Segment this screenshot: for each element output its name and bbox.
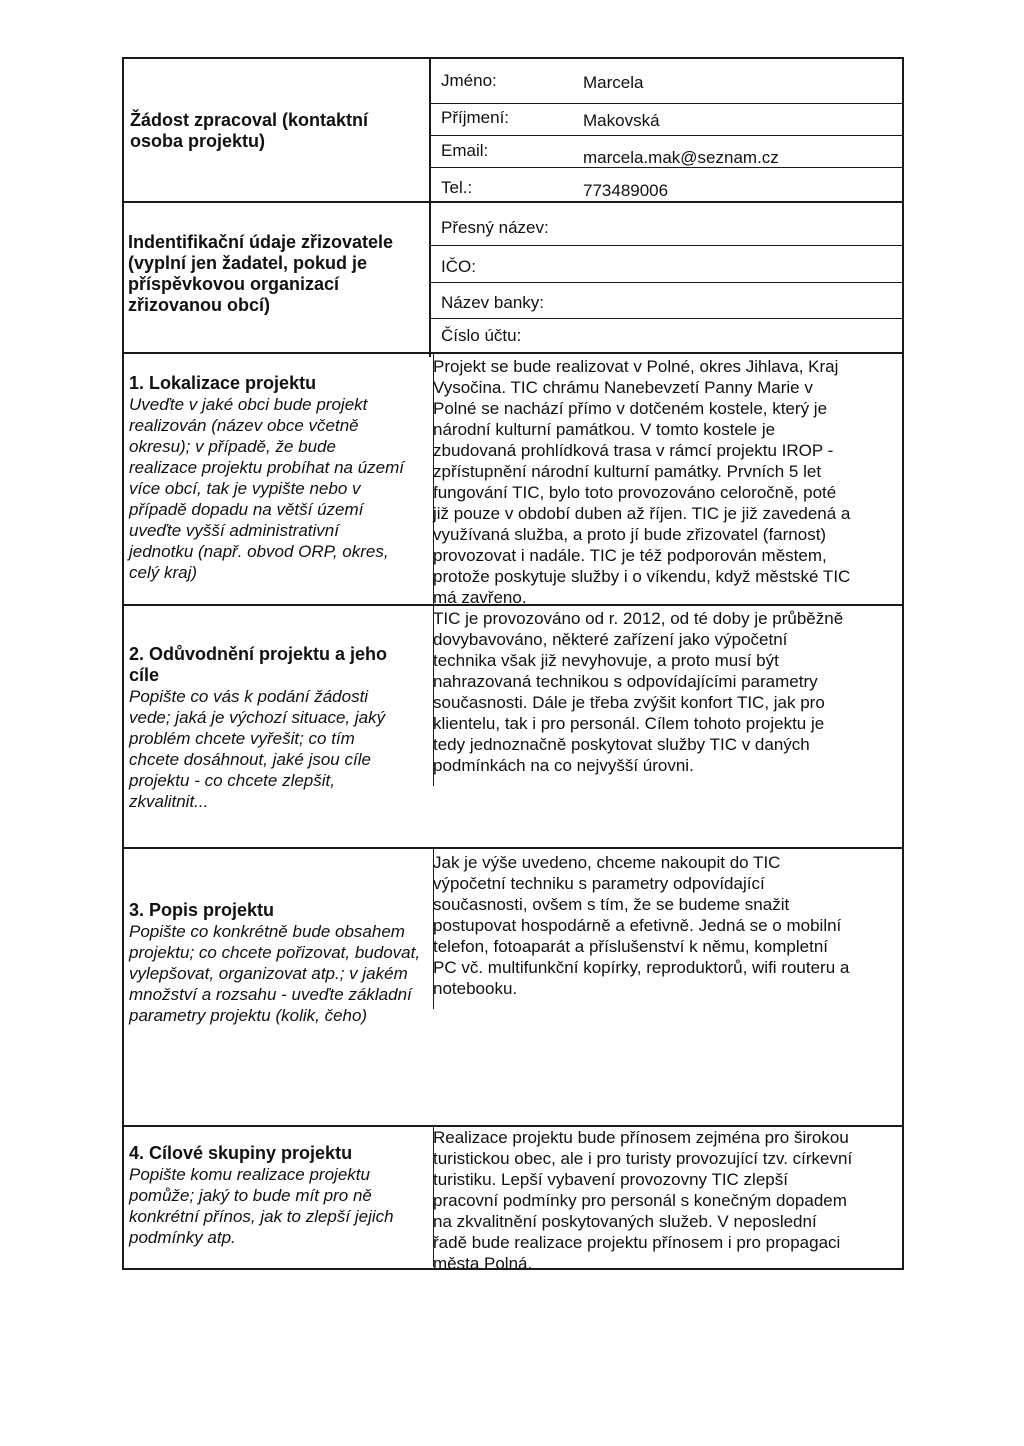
founder-row-line	[431, 282, 903, 283]
contact-heading: Žádost zpracoval (kontaktní osoba projektu)	[130, 110, 369, 151]
section-description: Popište co vás k podání žádosti vede; jaká je výchozí situace, jaký problém chcete vyřešit; co tím chcete dosáhnout, jaké jsou cíle projektu - co chcete zlepšit, zkvalitnit...	[129, 687, 386, 811]
section-answer: Realizace projektu bude přínosem zejména pro širokou turistickou obec, ale i pro turisty provozující tzv. církevní turistiku. Lepší vybavení provozovny TIC zlepší pracovní podmínky pro personál s konečným dopadem na zkvalitnění poskytovaných služeb. V neposlední řadě bude realizace projektu přínosem i pro propagaci města Polná.	[433, 1128, 853, 1273]
email-label: Email:	[441, 141, 489, 160]
section-title: 2. Odůvodnění projektu a jeho cíle	[129, 644, 388, 685]
section-answer: Projekt se bude realizovat v Polné, okres Jihlava, Kraj Vysočina. TIC chrámu Nanebevzetí Panny Marie v Polné se nachází přímo v dotčeném kostele, který je národní kulturní památkou. V tomto kostele je zbudovaná prohlídková trasa v rámcí projektu IROP - zpřístupnění národní kulturní památky. Prvních 5 let fungování TIC, bylo toto provozováno celoročně, poté již pouze v období duben až říjen. TIC je již zavedená a využívaná služba, a proto jí bude zřizovatel (farnost) provozovat i nadále. TIC je též podporován městem, protože poskytuje služby i o víkendu, když městské TIC má zavřeno.	[433, 357, 851, 607]
section-separator	[122, 201, 904, 203]
last-name-value: Makovská	[583, 111, 660, 130]
section-description: Uveďte v jaké obci bude projekt realizován (název obce včetně okresu); v případě, že bude realizace projektu probíhat na území více obcí, tak je vypište nebo v případě dopadu na větší území uveďte vyšší administrativní jednotku (např. obvod ORP, okres, celý kraj)	[129, 395, 404, 582]
first-name-value: Marcela	[583, 73, 644, 92]
section-answer: TIC je provozováno od r. 2012, od té doby je průběžně dovybavováno, některé zařízení jako výpočetní technika však již nevyhovuje, a proto musí být nahrazovaná technikou s odpovídajícími parametry současnosti. Dále je třeba zvýšit konfort TIC, jak pro klientelu, tak i pro personál. Cílem tohoto projektu je tedy jednoznačně poskytovat služby TIC v daných podmínkách na co nejvyšší úrovni.	[433, 609, 844, 775]
bank-name-label: Název banky:	[441, 293, 544, 312]
section-separator	[122, 352, 904, 354]
table-left-border	[122, 57, 124, 1270]
column-divider	[429, 57, 431, 357]
section-justification	[129, 644, 429, 812]
section-target-groups	[129, 1143, 429, 1248]
contact-row-line	[431, 103, 903, 104]
email-value: marcela.mak@seznam.cz	[583, 148, 779, 167]
contact-row-line	[431, 135, 903, 136]
founder-row-line	[431, 318, 903, 319]
section-title: 1. Lokalizace projektu	[129, 373, 317, 393]
account-number-label: Číslo účtu:	[441, 326, 522, 345]
section-title: 4. Cílové skupiny projektu	[129, 1143, 353, 1163]
section-description-block	[129, 900, 429, 1026]
ico-label: IČO:	[441, 257, 476, 276]
section-localization	[129, 373, 429, 583]
section-title: 3. Popis projektu	[129, 900, 275, 920]
exact-name-label: Přesný název:	[441, 218, 549, 237]
section-answer: Jak je výše uvedeno, chceme nakoupit do TIC výpočetní techniku s parametry odpovídající současnosti, ovšem s tím, že se budeme snažit postupovat hospodárně a efetivně. Jedná se o mobilní telefon, fotoaparát a příslušenství k němu, kompletní PC vč. multifunkční kopírky, reproduktorů, wifi routeru a notebooku.	[433, 853, 850, 998]
section-description: Popište komu realizace projektu pomůže; jaký to bude mít pro ně konkrétní přínos, jak to zlepší jejich podmínky atp.	[129, 1165, 394, 1247]
phone-label: Tel.:	[441, 178, 473, 197]
founder-row-line	[431, 245, 903, 246]
section-description: Popište co konkrétně bude obsahem projektu; co chcete pořizovat, budovat, vylepšovat, organizovat atp.; v jakém množství a rozsahu - uveďte základní parametry projektu (kolik, čeho)	[129, 922, 421, 1025]
last-name-label: Příjmení:	[441, 108, 510, 127]
table-top-border	[122, 57, 904, 59]
first-name-label: Jméno:	[441, 71, 497, 90]
section-separator	[122, 847, 904, 849]
phone-value: 773489006	[583, 181, 669, 200]
founder-heading: Indentifikační údaje zřizovatele (vyplní jen žadatel, pokud je příspěvkovou organizací zřizovanou obcí)	[128, 232, 394, 315]
